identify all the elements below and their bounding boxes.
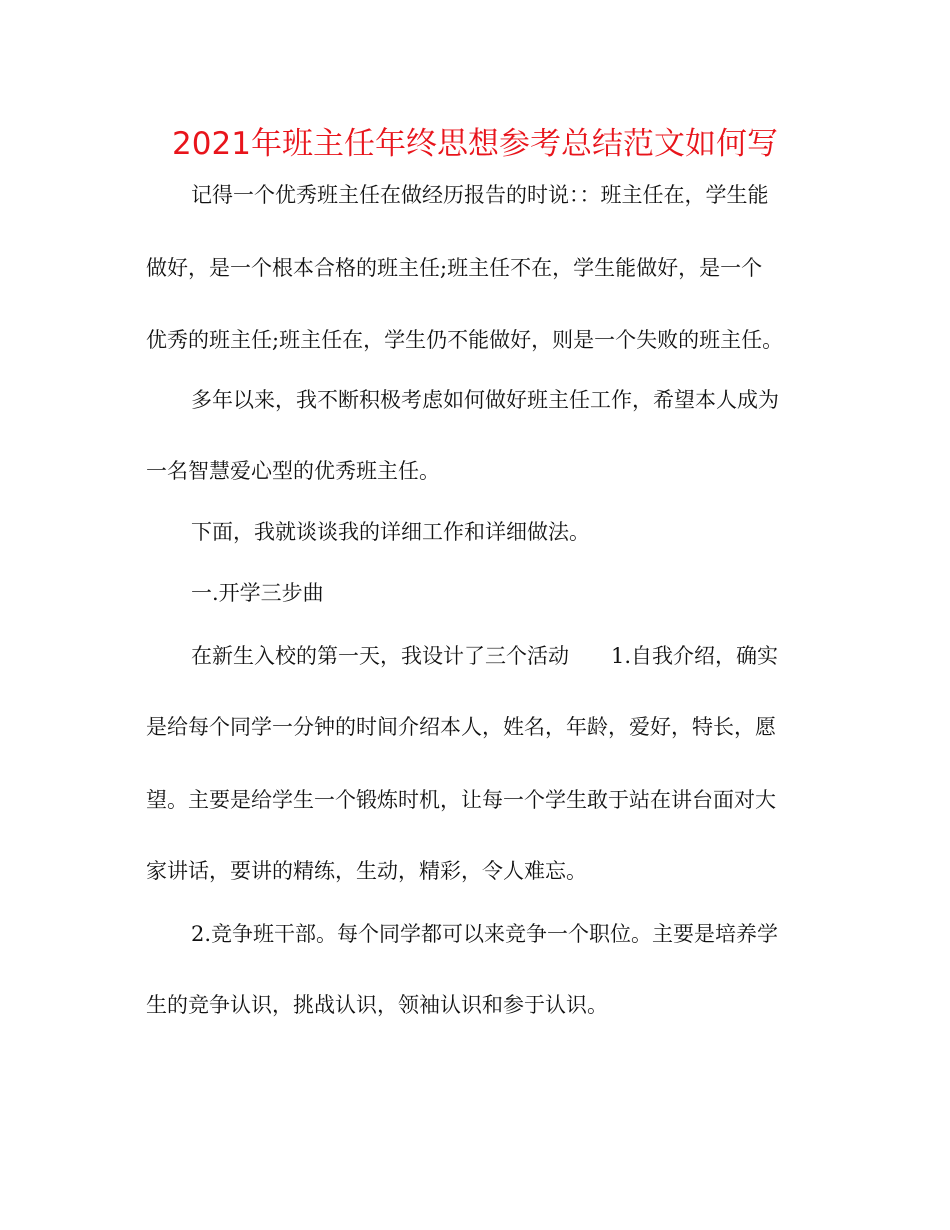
paragraph-line: 做好，是一个根本合格的班主任;班主任不在，学生能做好，是一个 [146, 256, 763, 280]
paragraph-line: 家讲话，要讲的精练，生动，精彩，令人难忘。 [146, 859, 587, 883]
section-heading: 一.开学三步曲 [191, 581, 324, 605]
paragraph-line: 2.竞争班干部。每个同学都可以来竞争一个职位。主要是培养学 [191, 922, 779, 946]
paragraph-line: 一名智慧爱心型的优秀班主任。 [146, 459, 440, 483]
paragraph-line: 多年以来，我不断积极考虑如何做好班主任工作，希望本人成为 [191, 388, 779, 412]
paragraph-line: 在新生入校的第一天，我设计了三个活动 1.自我介绍，确实 [191, 644, 779, 668]
paragraph-line: 是给每个同学一分钟的时间介绍本人，姓名，年龄，爱好，特长，愿 [146, 715, 776, 739]
document-title: 2021年班主任年终思想参考总结范文如何写 [172, 126, 778, 162]
paragraph-line: 优秀的班主任;班主任在，学生仍不能做好，则是一个失败的班主任。 [146, 328, 784, 352]
paragraph-line: 生的竞争认识，挑战认识，领袖认识和参于认识。 [146, 993, 608, 1017]
paragraph-line: 下面，我就谈谈我的详细工作和详细做法。 [191, 520, 590, 544]
paragraph-line: 记得一个优秀班主任在做经历报告的时说：：班主任在，学生能 [191, 183, 769, 207]
paragraph-line: 望。主要是给学生一个锻炼时机，让每一个学生敢于站在讲台面对大 [146, 788, 776, 812]
